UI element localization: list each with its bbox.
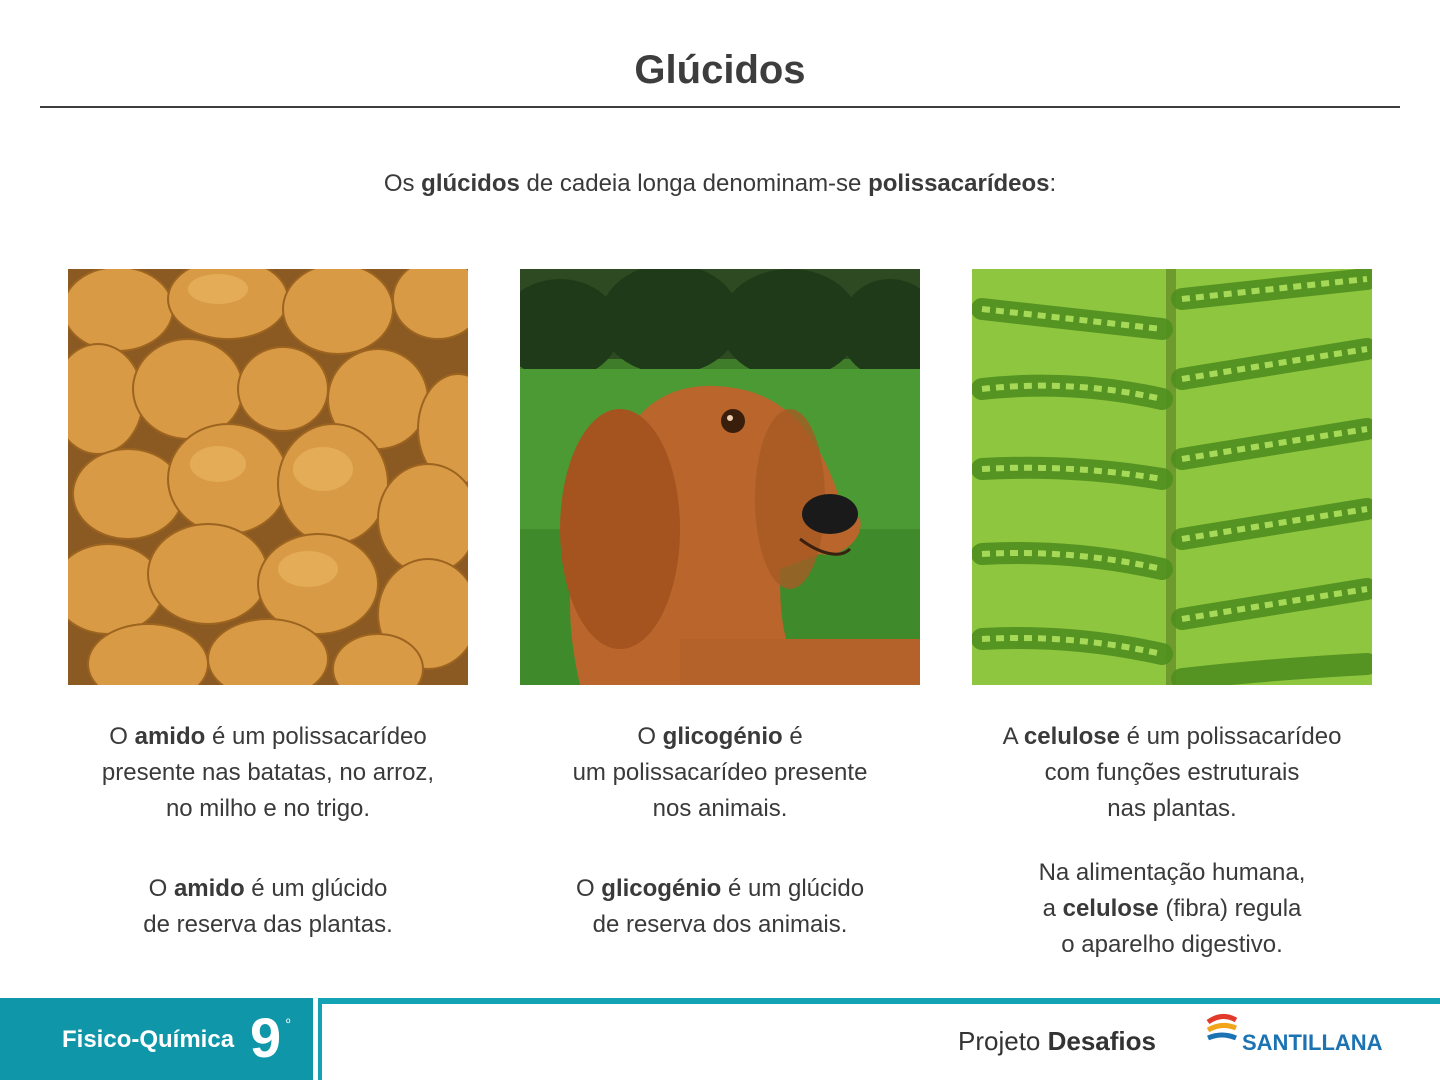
project-logo-text: Projeto Desafios (958, 1026, 1156, 1056)
potatoes-photo (68, 269, 468, 685)
grade-number: 9 (250, 1006, 282, 1069)
footer-brand-panel (322, 1004, 1440, 1080)
cellulose-caption: A celulose é um polissacarídeo com funções estruturais nas plantas. (1002, 723, 1342, 822)
footer-subject-panel (0, 998, 318, 1080)
cellulose-diet-caption: Na alimentação humana, a celulose (fibra) regula o aparelho digestivo. (1038, 859, 1306, 958)
glycogen-caption: O glicogénio é um polissacarídeo presente nos animais. (572, 723, 868, 822)
footer-bar (0, 998, 1440, 1080)
brand-name: SANTILLANA (1242, 1030, 1383, 1055)
fern-photo (972, 269, 1372, 685)
dog-photo (520, 269, 920, 685)
starch-caption: O amido é um polissacarídeo presente nas batatas, no arroz, no milho e no trigo. (101, 723, 435, 822)
title-divider (40, 106, 1400, 108)
subject-label: Fisico-Química (62, 1026, 235, 1053)
page-title: Glúcidos (634, 48, 806, 92)
glycogen-reserve-caption: O glicogénio é um glúcido de reserva dos animais. (575, 875, 865, 938)
santillana-logo-icon (1204, 1012, 1240, 1052)
intro-text: Os glúcidos de cadeia longa denominam-se polissacarídeos: (383, 170, 1057, 197)
grade-ordinal: º (286, 1016, 291, 1030)
starch-reserve-caption: O amido é um glúcido de reserva das plantas. (143, 875, 393, 938)
